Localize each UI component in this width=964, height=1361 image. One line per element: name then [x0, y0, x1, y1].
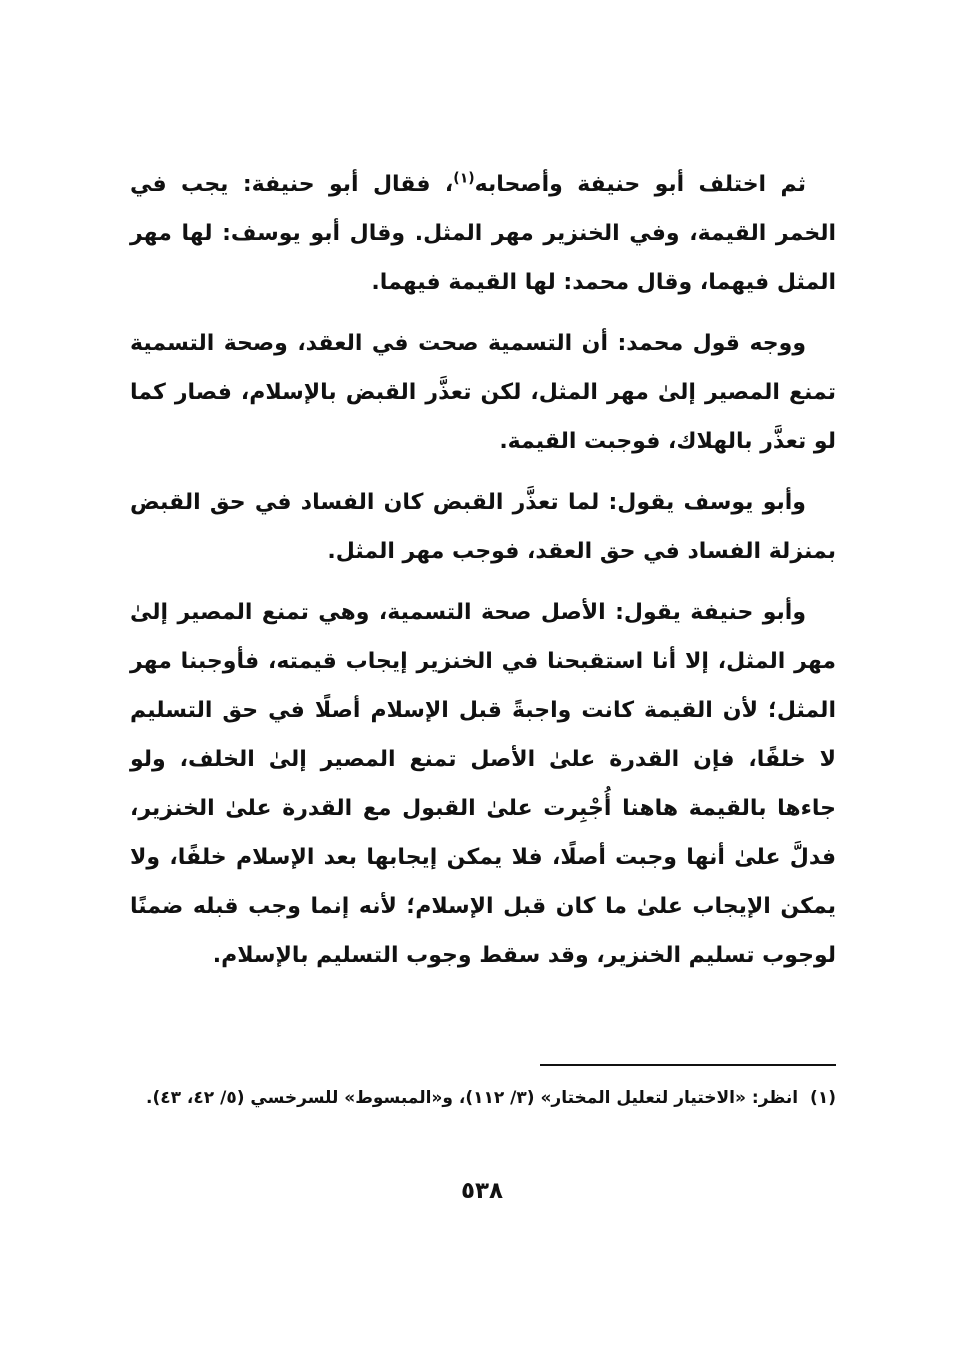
footnote-reference[interactable]: (١) [453, 170, 475, 187]
paragraph-1-text-end: ، فقال أبو حنيفة: يجب في الخمر القيمة، وفي الخنزير مهر المثل. وقال أبو يوسف: لها مهر المثل فيهما، وقال محمد: لها القيمة فيهما. [130, 172, 836, 295]
main-text-body [130, 160, 836, 992]
paragraph-3: وأبو يوسف يقول: لما تعذَّر القبض كان الفساد في حق القبض بمنزلة الفساد في حق العقد، فوجب مهر المثل. [130, 490, 836, 564]
footnote-separator [540, 1064, 836, 1066]
page-number: ٥٣٨ [460, 1178, 504, 1204]
footnote [130, 1082, 836, 1115]
paragraph-2: ووجه قول محمد: أن التسمية صحت في العقد، وصحة التسمية تمنع المصير إلىٰ مهر المثل، لكن تعذَّر القبض بالإسلام، فصار كما لو تعذَّر بالهلاك، فوجبت القيمة. [130, 331, 836, 454]
footnote-text: انظر: «الاختيار لتعليل المختار» (٣/ ١١٢)، و«المبسوط» للسرخسي (٥/ ٤٢، ٤٣). [146, 1088, 799, 1108]
footnote-marker: (١) [810, 1088, 836, 1108]
paragraph-1-text-start: ثم اختلف أبو حنيفة وأصحابه [474, 172, 806, 197]
paragraph-4: وأبو حنيفة يقول: الأصل صحة التسمية، وهي تمنع المصير إلىٰ مهر المثل، إلا أنا استقبحنا في الخنزير إيجاب قيمته، فأوجبنا مهر المثل؛ لأن القيمة كانت واجبةً قبل الإسلام أصلًا في حق التسليم لا خلفًا، فإن القدرة علىٰ الأصل تمنع المصير إلىٰ الخلف، ولو جاءها بالقيمة هاهنا أُجْبِرت علىٰ القبول مع القدرة علىٰ الخنزير، فدلَّ علىٰ أنها وجبت أصلًا، فلا يمكن إيجابها بعد الإسلام خلفًا، ولا يمكن الإيجاب علىٰ ما كان قبل الإسلام؛ لأنه إنما وجب قبله ضمنًا لوجوب تسليم الخنزير، وقد سقط وجوب التسليم بالإسلام. [130, 600, 836, 968]
paragraph-1 [130, 160, 836, 307]
